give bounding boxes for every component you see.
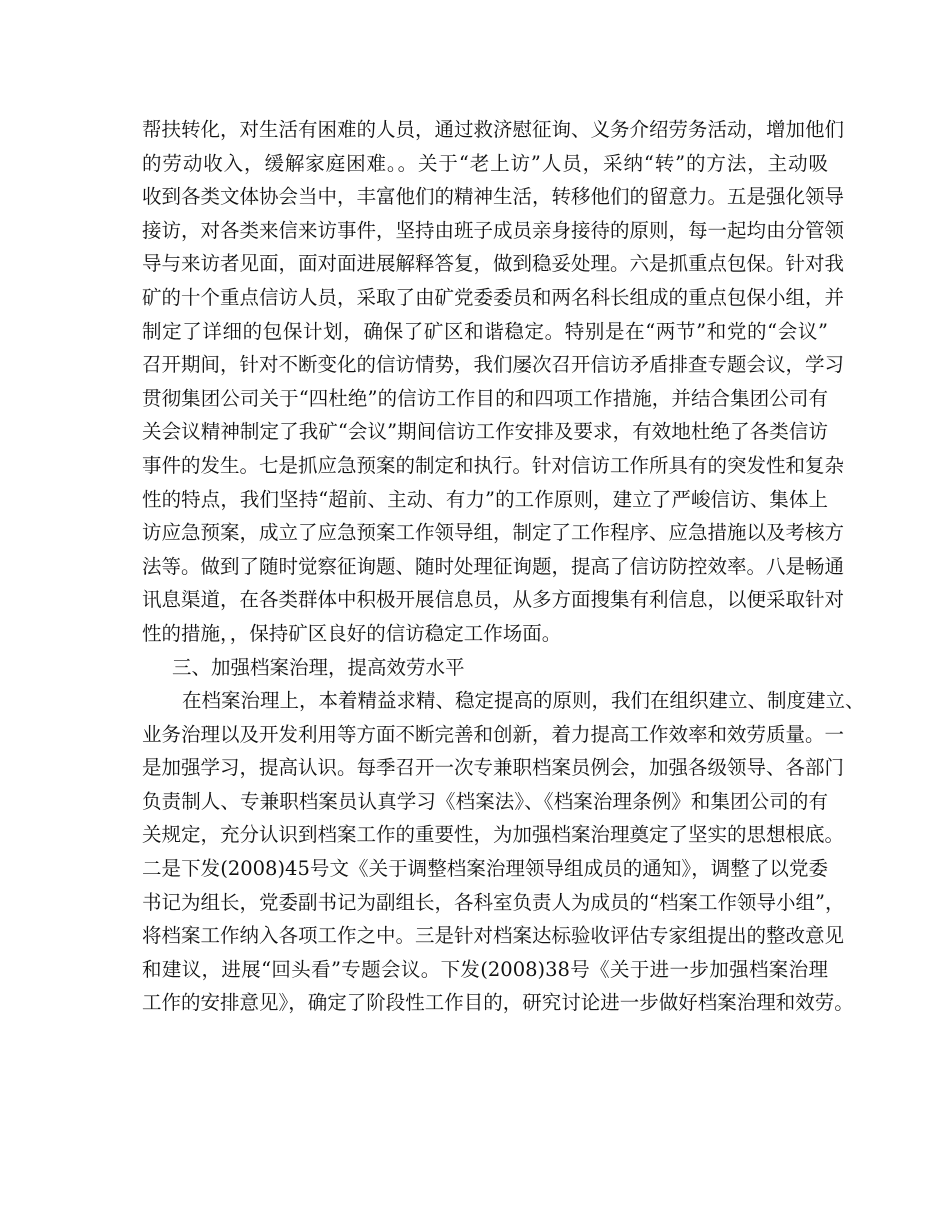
text-line: 导与来访者见面，面对面进展解释答复，做到稳妥处理。六是抓重点包保。针对我 <box>142 252 845 276</box>
text-line: 业务治理以及开发利用等方面不断完善和创新，着力提高工作效率和效劳质量。一 <box>142 722 845 746</box>
text-line: 召开期间，针对不断变化的信访情势，我们屡次召开信访矛盾排查专题会议，学习 <box>142 353 845 377</box>
text-line: 的劳动收入，缓解家庭困难。。关于“老上访”人员，采纳“转”的方法，主动吸 <box>142 151 828 175</box>
text-line: 是加强学习，提高认识。每季召开一次专兼职档案员例会，加强各级领导、各部门 <box>142 756 845 780</box>
text-line: 收到各类文体协会当中，丰富他们的精神生活，转移他们的留意力。五是强化领导 <box>142 185 845 209</box>
text-line: 讯息渠道，在各类群体中积极开展信息员，从多方面搜集有利信息，以便采取针对 <box>142 588 845 612</box>
text-line: 性的特点，我们坚持“超前、主动、有力”的工作原则，建立了严峻信访、集体上 <box>142 487 828 511</box>
text-line: 和建议，进展“回头看”专题会议。下发(2008)38号《关于进一步加强档案治理 <box>142 957 828 981</box>
text-line: 关规定，充分认识到档案工作的重要性，为加强档案治理奠定了坚实的思想根底。 <box>142 823 845 847</box>
text-line: 负责制人、专兼职档案员认真学习《档案法》、《档案治理条例》和集团公司的有 <box>142 789 828 813</box>
text-line: 事件的发生。七是抓应急预案的制定和执行。针对信访工作所具有的突发性和复杂 <box>142 453 845 477</box>
paragraph-letters-visits <box>142 113 845 651</box>
text-line: 将档案工作纳入各项工作之中。三是针对档案达标验收评估专家组提出的整改意见 <box>142 924 845 948</box>
text-line: 贯彻集团公司关于“四杜绝”的信访工作目的和四项工作措施，并结合集团公司有 <box>142 386 828 410</box>
section-heading: 三、加强档案治理，提高效劳水平 <box>172 655 465 679</box>
text-line: 制定了详细的包保计划，确保了矿区和谐稳定。特别是在“两节”和党的“会议” <box>142 319 828 343</box>
text-line: 关会议精神制定了我矿“会议”期间信访工作安排及要求，有效地杜绝了各类信访 <box>142 420 828 444</box>
text-line: 工作的安排意见》，确定了阶段性工作目的，研究讨论进一步做好档案治理和效劳。 <box>142 991 854 1015</box>
text-line: 书记为组长，党委副书记为副组长，各科室负责人为成员的“档案工作领导小组”， <box>142 890 845 914</box>
text-line: 矿的十个重点信访人员，采取了由矿党委委员和两名科长组成的重点包保小组，并 <box>142 285 845 309</box>
text-line: 帮扶转化，对生活有困难的人员，通过救济慰征询、义务介绍劳务活动，增加他们 <box>142 118 845 141</box>
text-line: 访应急预案，成立了应急预案工作领导组，制定了工作程序、应急措施以及考核方 <box>142 521 845 545</box>
text-line: 二是下发(2008)45号文《关于调整档案治理领导组成员的通知》，调整了以党委 <box>142 857 828 881</box>
document-body <box>142 113 865 1020</box>
paragraph-archives <box>142 684 865 1020</box>
text-line: 法等。做到了随时觉察征询题、随时处理征询题，提高了信访防控效率。八是畅通 <box>142 554 845 578</box>
text-line: 在档案治理上，本着精益求精、稳定提高的原则，我们在组织建立、制度建立、 <box>182 689 865 713</box>
text-line: 接访，对各类来信来访事件，坚持由班子成员亲身接待的原则，每一起均由分管领 <box>142 218 845 242</box>
text-line: 性的措施，，保持矿区良好的信访稳定工作场面。 <box>142 621 562 645</box>
